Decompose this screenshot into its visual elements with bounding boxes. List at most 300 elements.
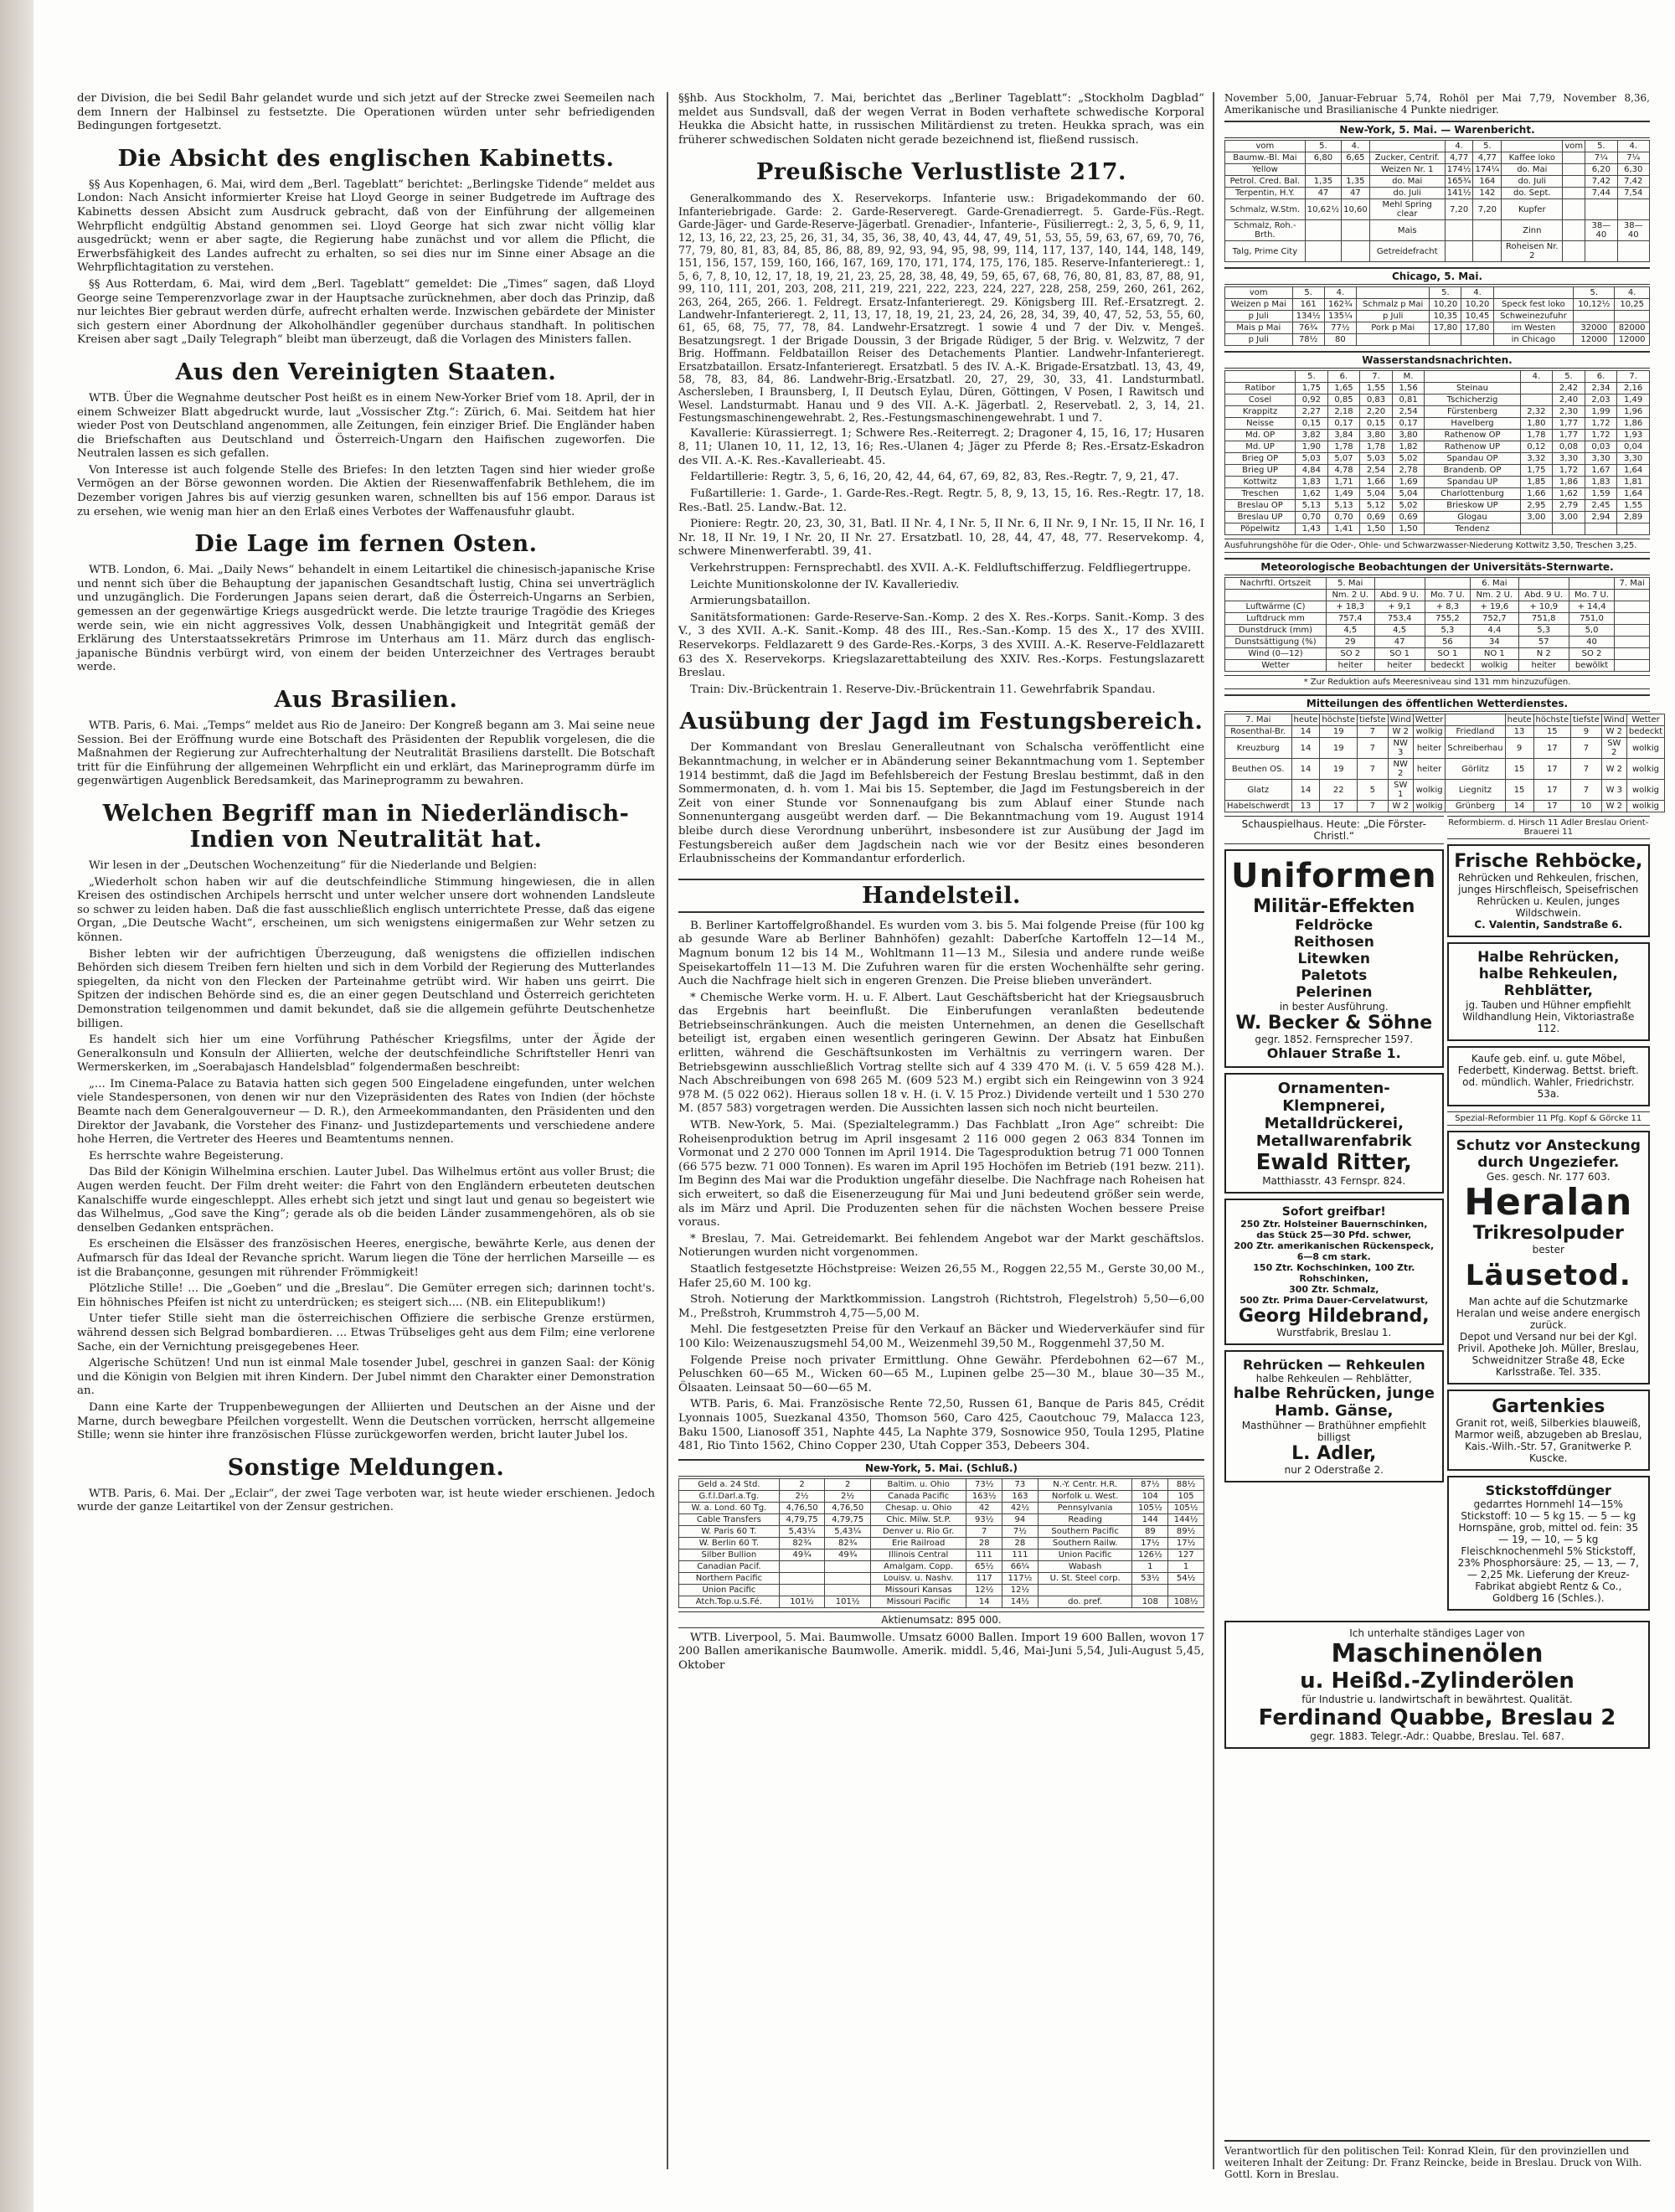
table-cell: 28	[1002, 1537, 1038, 1549]
table-cell: 12½	[966, 1584, 1002, 1596]
table-cell: 38—40	[1617, 220, 1649, 241]
table-cell: 5.	[1296, 371, 1328, 383]
list-item: 250 Ztr. Holsteiner Bauernschinken, das Stück 25—30 Pfd. schwer,	[1240, 1219, 1428, 1240]
headline: Preußische Verlustliste 217.	[756, 159, 1126, 186]
table-row	[1225, 241, 1650, 262]
table-cell: 5,0	[1569, 625, 1614, 637]
table-cell: 0,04	[1617, 441, 1650, 453]
table-cell: Chic. Milw. St.P.	[871, 1513, 966, 1525]
table-cell: 0,85	[1327, 394, 1360, 406]
ad-address: Ohlauer Straße 1.	[1266, 1045, 1401, 1061]
article-text: Es handelt sich hier um eine Vorführung Pathéscher Kriegsfilms, unter der Ägide der Generalkonsuln und Konsuln der Alliierten, welche der deutschfeindliche Schriftsteller Henri van Wermerskerken, im „Soerabajasch Handelsblad“ folgendermaßen beschreibt:	[77, 1034, 655, 1075]
article-text: Generalkommando des X. Reservekorps. Infanterie usw.: Brigadekommando der 60. Infanteriebrigade. Garde: 2. Garde-Reserveregt. Garde-Grenadierregt. 5. Garde-Füs.-Regt. Garde-Jäger- und Garde-Reserve-Jägerbatl. Grenadier-, Infanterie-, Füsilierregt.: 2, 3, 5, 6, 9, 11, 12, 13, 16, 22, 23, 25, 26, 31, 34, 35, 36, 38, 40, 43, 44, 47, 49, 51, 53, 55, 59, 63, 67, 69, 70, 76, 77, 79, 80, 81, 83, 84, 85, 86, 88, 89, 92, 93, 94, 95, 98, 99, 114, 117, 137, 140, 144, 148, 149, 151, 156, 157, 159, 160, 166, 167, 169, 170, 171, 174, 175, 176, 185. Reserve-Infanterieregt.: 1, 5, 6, 7, 8, 10, 12, 17, 18, 19, 21, 23, 25, 28, 38, 48, 49, 59, 65, 67, 68, 76, 80, 81, 83, 87, 88, 91, 99, 110, 111, 201, 203, 208, 211, 219, 221, 222, 223, 224, 227, 228, 258, 259, 260, 261, 262, 263, 264, 265, 266. 1. Feldregt. Ersatz-Infanterieregt. 29. Königsberg III. Ref.-Ersatzregt. 2. Landwehr-Infanterieregt. 2, 11, 13, 17, 18, 19, 21, 23, 24, 26, 28, 34, 39, 40, 47, 52, 53, 55, 60, 61, 65, 68, 75, 77, 78, 84. Landwehr-Ersatzregt. 1 sowie 4 und 7 der Div. v. Mengeš. Besatzungsregt. 1 der Brigade Doussin, 3 der Brigade Rüdiger, 5 der Brig. v. Welzwitz, 7 der Brig. Hoffmann. Feldbataillon Reiser des Detachements Plantier. Landwehr-Infanterieregt. Ersatzbataillon. Ersatz-Infanterieregt. Ersatzbatl. 5 des IV. A.-K. Brigade-Ersatzbatl. 13, 43, 49, 58, 78, 83, 84, 86. Landwehr-Brig.-Ersatzbatl. 20, 27, 29, 30, 33, 41. Landsturmbatl. Aschersleben, I Braunsberg, I, II Deutsch Eylau, Düren, Göttingen, V Posen, I Rawitsch und Wesel. Landsturmabt. Hanau und 9 des VII. A.-K. Jägerbatl. 2, Reservebatl. 2, 3, 14, 21. Festungsmaschinengewehrabt. 2, Res.-Festungsmaschinengewehrabt. 1 und 7.	[678, 192, 1204, 425]
ad-address: Wurstfabrik, Breslau 1.	[1276, 1327, 1392, 1338]
table-title: Wasserstandsnachrichten.	[1224, 351, 1650, 369]
weather-table	[1224, 714, 1665, 812]
ad-text: Kaufe geb. einf. u. gute Möbel, Federbett, Kinderwag. Bettst. brieft. od. mündlich. Wahler, Friedrichstr. 53a.	[1457, 1053, 1639, 1100]
table-row	[1225, 477, 1650, 488]
table-cell: 82¾	[825, 1537, 871, 1549]
ad-subtitle: Läusetod.	[1465, 1259, 1631, 1292]
table-cell: 15	[1505, 780, 1533, 801]
ad-text: Ges. gesch. Nr. 177 603.	[1487, 1171, 1611, 1183]
article-text: Verkehrstruppen: Fernsprechabtl. des XVII. A.-K. Feldluftschifferzug. Feldfliegertruppe.	[690, 562, 1192, 575]
table-cell: 6. Mai	[1471, 578, 1519, 590]
list-item: Pelerinen	[1296, 984, 1373, 1001]
article-text: * Chemische Werke vorm. H. u. F. Albert. Laut Geschäftsbericht hat der Kriegsausbruch das Ergebnis hart beeinflußt. Die Einberufungen veranlaßten bedeutende Betriebseinschränkungen. Auch die meisten Unternehmen, an denen die Gesellschaft beteiligt ist, ergaben einen wesentlich geringeren Gewinn. Der Absatz hat Einbußen erlitten, während die Geschäftsunkosten im Verhältnis zu verringern waren. Der Betriebsgewinn ausschließlich Vortrag stellte sich auf 4 339 470 M. (i. V. 5 659 428 M.). Nach Abschreibungen von 698 265 M. (609 523 M.) ergibt sich ein Reingewinn von 3 924 978 M. (5 022 062). Hieraus sollen 18 v. H. (i. V. 15 Proz.) Dividende verteilt und 1 530 270 M. (857 583) vorgetragen werden. Die Aussichten lassen sich noch nicht beurteilen.	[678, 991, 1204, 1116]
table-cell	[1615, 660, 1650, 672]
ad-item-list	[1231, 1219, 1437, 1306]
table-cell: 47	[1374, 637, 1425, 648]
table-cell: 1,41	[1327, 523, 1360, 535]
table-cell: 4,5	[1374, 625, 1425, 637]
table-cell: Geld a. 24 Std.	[679, 1478, 780, 1490]
table-cell: 5,43¼	[779, 1525, 825, 1537]
table-cell: 94	[1002, 1513, 1038, 1525]
ad-text: in bester Ausführung.	[1279, 1001, 1389, 1013]
ny-goods-table	[1224, 140, 1650, 262]
table-cell: tiefste	[1571, 714, 1602, 726]
table-cell: Baltim. u. Ohio	[871, 1478, 966, 1490]
table-cell: Amalgam. Copp.	[871, 1560, 966, 1572]
table-cell	[1518, 578, 1569, 590]
table-cell: 1,82	[1392, 441, 1425, 453]
table-cell: 164	[1473, 176, 1502, 188]
headline: Aus den Vereinigten Staaten.	[175, 358, 557, 385]
ad-firm: C. Valentin, Sandstraße 6.	[1474, 919, 1623, 931]
ad-item-list	[1231, 917, 1437, 1001]
table-cell: Habelschwerdt	[1225, 801, 1292, 812]
table-cell: 4.	[1461, 287, 1493, 299]
table-cell	[1563, 199, 1585, 220]
table-cell: 1,83	[1296, 477, 1328, 488]
table-cell: 1,80	[1520, 418, 1553, 430]
table-cell	[1342, 164, 1370, 176]
table-cell: 105½	[1168, 1502, 1204, 1513]
table-cell: 4.	[1520, 371, 1553, 383]
ad-ornaments	[1224, 1073, 1444, 1194]
ad-title: Maschinenölen	[1331, 1639, 1544, 1668]
imprint: Verantwortlich für den politischen Teil: Konrad Klein, für den provinziellen und weiteren Inhalt der Zeitung: Dr. Franz Reincke, beide in Breslau. Druck von Wilh. Gottl. Korn in Breslau.	[1224, 2140, 1650, 2180]
table-cell: Md. OP	[1225, 430, 1296, 441]
table-cell	[779, 1584, 825, 1596]
table-cell: 3,82	[1296, 430, 1328, 441]
table-cell: 5.	[1292, 287, 1324, 299]
table-cell: 1,85	[1520, 477, 1553, 488]
ad-venison	[1447, 844, 1650, 937]
ad-title: u. Heißd.-Zylinderölen	[1300, 1668, 1574, 1694]
table-cell: 1,77	[1553, 430, 1585, 441]
meteo-note: * Zur Reduktion aufs Meeresniveau sind 131 mm hinzuzufügen.	[1224, 675, 1650, 689]
table-cell: 17,80	[1430, 322, 1461, 334]
article-text: Staatlich festgesetzte Höchstpreise: Weizen 26,55 M., Roggen 22,55 M., Gerste 30,00 M., Hafer 25,60 M. 100 kg.	[678, 1262, 1204, 1290]
table-cell: 2,45	[1585, 500, 1617, 512]
table-cell: 1,90	[1296, 441, 1328, 453]
table-cell: 2,54	[1360, 465, 1393, 477]
water-note: Ausfuhrungshöhe für die Oder-, Ohle- und Schwarzwasser-Niederung Kottwitz 3,50, Treschen 3,25.	[1224, 539, 1650, 553]
table-cell: Neisse	[1225, 418, 1296, 430]
table-cell: 101½	[825, 1596, 871, 1607]
article-text: WTB. New-York, 5. Mai. (Spezialtelegramm.) Das Fachblatt „Iron Age“ schreibt: Die Roheisenproduktion betrug im April insgesamt 2 116 000 gegen 2 063 834 Tonnen im Vormonat und 2 270 000 Tonnen im April 1914. Die Tagesproduktion betrug 71 000 Tonnen (66 575 bezw. 71 000 Tonnen). Es waren im April 195 Hochöfen im Betrieb (191 bezw. 211). Im Beginn des Mai war die Produktion ungefähr dieselbe. Die Nachfrage nach Roheisen hat sich erweitert, so daß die Eisenerzeugung für Mai und Juni bedeutend größer sein werde, als im März und April. Die Produzenten sehen für die nächsten Wochen bessere Preise voraus.	[678, 1119, 1204, 1230]
headline: Handelsteil.	[678, 879, 1204, 913]
table-cell: Kreuzburg	[1225, 738, 1292, 759]
table-cell: Wind	[1601, 714, 1626, 726]
table-cell: Luftdruck mm	[1225, 613, 1327, 625]
table-cell: 4.	[1617, 141, 1649, 152]
table-row	[1225, 220, 1650, 241]
table-row	[1225, 465, 1650, 477]
table-cell: 1	[1132, 1560, 1168, 1572]
table-row	[679, 1513, 1204, 1525]
table-cell: wolkig	[1471, 660, 1519, 672]
table-cell: 3,80	[1392, 430, 1425, 441]
table-cell: wolkig	[1626, 759, 1664, 780]
table-cell	[1585, 523, 1617, 535]
table-cell: Nm. 2 U.	[1471, 590, 1519, 601]
table-cell: heiter	[1374, 660, 1425, 672]
table-cell: 7¼	[1585, 152, 1617, 164]
table-cell: 9	[1505, 738, 1533, 759]
table-cell: 1,93	[1617, 430, 1650, 441]
ad-text: Masthühner — Brathühner empfiehlt billigst	[1241, 1420, 1426, 1443]
table-cell	[1574, 311, 1615, 322]
table-cell: Talg, Prime City	[1225, 241, 1306, 262]
table-cell: 7. Mai	[1225, 714, 1292, 726]
table-cell: 19	[1320, 738, 1358, 759]
table-cell: Mo. 7 U.	[1425, 590, 1470, 601]
table-cell: Illinois Central	[871, 1549, 966, 1560]
table-cell: heute	[1505, 714, 1533, 726]
article-text: Es herrschte wahre Begeisterung.	[89, 1149, 284, 1163]
table-cell: Breslau UP	[1225, 512, 1296, 523]
table-row	[1225, 430, 1650, 441]
table-cell: 7	[1571, 780, 1602, 801]
table-cell: 7,54	[1617, 188, 1649, 199]
table-cell	[1473, 220, 1502, 241]
table-cell: 12000	[1615, 334, 1650, 346]
table-cell: 0,69	[1392, 512, 1425, 523]
article-text: Armierungsbataillon.	[690, 595, 811, 608]
article-text: WTB. Paris, 6. Mai. Der „Eclair“, der zwei Tage verboten war, ist heute wieder erschienen. Jedoch wurde der ganze Leitartikel von der Zensur gestrichen.	[77, 1487, 655, 1514]
table-cell: Brieg OP	[1225, 453, 1296, 465]
table-cell: 174¼	[1473, 164, 1502, 176]
table-cell: 2,30	[1553, 406, 1585, 418]
table-cell	[825, 1572, 871, 1584]
table-cell: 13	[1291, 801, 1320, 812]
list-item: 200 Ztr. amerikanischen Rückenspeck, 6—8 cm stark.	[1234, 1240, 1435, 1262]
ad-title: Gartenkies	[1492, 1396, 1605, 1417]
column-1	[77, 92, 655, 2169]
article-text: WTB. Paris, 6. Mai. Französische Rente 72,50, Russen 61, Banque de Paris 845, Crédit Lyonnais 1005, Suezkanal 4350, Thomson 560, Caro 425, Caoutchouc 79, Malacca 123, Baku 1500, Lianosoff 351, Naphte 445, La Naphte 379, Sosnowice 950, Toula 1295, Platine 481, Rio Tinto 1562, Chino Copper 230, Utah Copper 353, Debeers 304.	[678, 1398, 1204, 1453]
table-cell: + 9,1	[1374, 601, 1425, 613]
table-cell: 751,8	[1518, 613, 1569, 625]
table-row	[1225, 176, 1650, 188]
table-cell: 19	[1320, 726, 1358, 738]
table-cell: 1,65	[1327, 383, 1360, 394]
table-cell	[1585, 241, 1617, 262]
table-cell: N.-Y. Centr. H.R.	[1038, 1478, 1132, 1490]
table-cell: Wetter	[1413, 714, 1446, 726]
table-row	[1225, 488, 1650, 500]
table-cell: 6,20	[1585, 164, 1617, 176]
table-cell: 7,42	[1585, 176, 1617, 188]
list-item: Feldröcke	[1295, 917, 1374, 934]
table-cell: W 2	[1601, 726, 1626, 738]
table-cell: W 3	[1601, 780, 1626, 801]
article-text: Folgende Preise noch privater Ermittlung. Ohne Gewähr. Pferdebohnen 62—67 M., Peluschken 60—65 M., Wicken 60—65 M., Lupinen gelbe 25—30 M., blaue 30—35 M., Ölsaaten. Leinsaat 50—60—65 M.	[678, 1353, 1204, 1395]
table-cell	[1168, 1584, 1204, 1596]
table-row	[1225, 383, 1650, 394]
table-cell: Grünberg	[1446, 801, 1505, 812]
table-cell: 10,62½	[1305, 199, 1341, 220]
table-cell: W. a. Lond. 60 Tg.	[679, 1502, 780, 1513]
table-cell: 1,62	[1296, 488, 1328, 500]
table-cell: 7½	[1002, 1525, 1038, 1537]
table-cell: Chesap. u. Ohio	[871, 1502, 966, 1513]
table-cell: Breslau OP	[1225, 500, 1296, 512]
article-text: Stroh. Notierung der Marktkommission. Langstroh (Richtstroh, Flegelstroh) 5,50—6,00 M., Preßstroh, Krummstroh 4,75—5,00 M.	[678, 1293, 1204, 1320]
table-cell: Kaffee loko	[1502, 152, 1563, 164]
meteo-table	[1224, 577, 1650, 672]
table-cell: 2,27	[1296, 406, 1328, 418]
table-cell: 5,07	[1327, 453, 1360, 465]
table-cell: bedeckt	[1626, 726, 1664, 738]
table-cell: 17	[1320, 801, 1358, 812]
table-cell: 7.	[1617, 371, 1650, 383]
table-cell: 7	[1571, 759, 1602, 780]
ad-fertilizer	[1447, 1476, 1650, 1611]
table-cell: heiter	[1327, 660, 1375, 672]
table-cell: 4.	[1342, 141, 1370, 152]
table-cell	[1520, 394, 1553, 406]
table-cell	[1445, 220, 1473, 241]
table-cell: wolkig	[1626, 780, 1664, 801]
table-cell: N 2	[1518, 648, 1569, 660]
table-cell: 5,04	[1360, 488, 1393, 500]
table-cell: SO 2	[1569, 648, 1614, 660]
ad-title: Stickstoffdünger	[1485, 1482, 1611, 1498]
table-cell: 2,40	[1553, 394, 1585, 406]
ad-hildebrand	[1224, 1199, 1444, 1345]
table-cell	[1425, 578, 1470, 590]
ad-text: bester	[1532, 1244, 1564, 1256]
table-cell: 0,70	[1296, 512, 1328, 523]
table-cell: 14	[1291, 726, 1320, 738]
table-cell: Weizen Nr. 1	[1369, 164, 1445, 176]
headline: Ausübung der Jagd im Festungsbereich.	[679, 709, 1203, 735]
table-cell: 9	[1571, 726, 1602, 738]
table-cell: Mais p Mai	[1225, 322, 1293, 334]
table-cell: wolkig	[1626, 738, 1664, 759]
table-row	[1225, 512, 1650, 523]
table-row	[1225, 801, 1665, 812]
table-cell: Tschicherzig	[1425, 394, 1520, 406]
column-rule	[667, 92, 668, 2169]
table-cell: NW 2	[1388, 759, 1413, 780]
table-cell	[1225, 590, 1327, 601]
table-cell: 49¾	[825, 1549, 871, 1560]
table-cell: W 2	[1388, 801, 1413, 812]
table-cell: SO 1	[1425, 648, 1470, 660]
table-cell: Rosenthal-Br.	[1225, 726, 1292, 738]
ad-title: Schutz vor Ansteckung durch Ungeziefer.	[1456, 1137, 1641, 1171]
table-cell: Kupfer	[1502, 199, 1563, 220]
table-cell: 2,79	[1553, 500, 1585, 512]
table-cell	[1305, 220, 1341, 241]
table-cell	[1615, 648, 1650, 660]
table-cell: do. Juli	[1502, 176, 1563, 188]
table-cell: Wetter	[1626, 714, 1664, 726]
article-text: Bisher lebten wir der aufrichtigen Überzeugung, daß wenigstens die offiziellen indischen Behörden sich diesem Treiben fern hielten und sich in dem Vorbild der Regierung des Mutterlandes spiegelten, da nicht von den Flecken der Parteinahme getrübt wird. Wir haben uns geirrt. Die Spitzen der indischen Behörde sind es, die an einer gegen Deutschland und Österreich gerichteten Demonstration teilgenommen und damit bekundet, daß sie die allgemein geführte Deutschenhetze billigen.	[77, 947, 655, 1030]
ad-firm: Ewald Ritter,	[1255, 1150, 1412, 1175]
table-cell	[1342, 241, 1370, 262]
table-row	[1225, 141, 1650, 152]
table-cell: 0,08	[1553, 441, 1585, 453]
table-row	[1225, 726, 1665, 738]
list-item: 500 Ztr. Prima Dauer-Cervelatwurst,	[1240, 1295, 1429, 1306]
table-cell: 0,69	[1360, 512, 1393, 523]
table-cell: heiter	[1413, 759, 1446, 780]
table-cell: 7	[1358, 738, 1389, 759]
table-cell: 53½	[1132, 1572, 1168, 1584]
table-cell: 12000	[1574, 334, 1615, 346]
table-cell: 1,43	[1296, 523, 1328, 535]
table-cell: 5.	[1305, 141, 1341, 152]
table-row	[1225, 780, 1665, 801]
table-cell: Union Pacific	[679, 1584, 780, 1596]
table-cell: bedeckt	[1425, 660, 1470, 672]
table-cell: 10,60	[1342, 199, 1370, 220]
ad-hein	[1447, 942, 1650, 1041]
table-cell: 3,32	[1520, 453, 1553, 465]
table-cell: 165¾	[1445, 176, 1473, 188]
table-cell: 7,20	[1473, 199, 1502, 220]
table-cell: Roheisen Nr. 2	[1502, 241, 1563, 262]
table-cell: 4,76,50	[779, 1502, 825, 1513]
table-cell: wolkig	[1413, 780, 1446, 801]
table-cell: Norfolk u. West.	[1038, 1490, 1132, 1502]
table-cell: Denver u. Rio Gr.	[871, 1525, 966, 1537]
table-cell: Glogau	[1425, 512, 1520, 523]
table-cell: 19	[1320, 759, 1358, 780]
table-cell: 10,20	[1430, 299, 1461, 311]
table-cell: 1,72	[1553, 465, 1585, 477]
table-cell: 5,02	[1392, 453, 1425, 465]
table-cell: im Westen	[1493, 322, 1574, 334]
table-cell: Ratibor	[1225, 383, 1296, 394]
table-cell: Missouri Kansas	[871, 1584, 966, 1596]
table-cell: SO 2	[1327, 648, 1375, 660]
table-row	[1225, 660, 1650, 672]
table-cell: 14	[966, 1596, 1002, 1607]
table-cell: 87½	[1132, 1478, 1168, 1490]
table-row	[1225, 637, 1650, 648]
table-row	[1225, 648, 1650, 660]
ad-title: Rehrücken — Rehkeulen	[1242, 1357, 1425, 1373]
article-text: WTB. London, 6. Mai. „Daily News“ behandelt in einem Leitartikel die chinesisch-japanische Krise und nennt sich über die Behauptung der japanischen Gesandtschaft lustig, China sei unverträglich und unzugänglich. Die Forderungen Japans seien derart, daß die Österreich-Ungarns an Serbien, gemessen an der gegenwärtige Kriegs ausgedrückt werde. Die letzte traurige Tragödie des Krieges werde sein, wie ein nicht aggressives Volk, dessen Unabhängigkeit und Integrität gemäß der Erklärung des Unterstaatssekretärs Primrose im Unterhaus am 11. März durch das englisch-japanische Bündnis verbürgt wird, von einem der beiden Unterzeichner des Vertrages beraubt werde.	[77, 564, 655, 674]
ad-head: Ich unterhalte ständiges Lager von	[1349, 1627, 1525, 1639]
table-cell	[1461, 334, 1493, 346]
table-row	[679, 1572, 1204, 1584]
table-cell: vom	[1563, 141, 1585, 152]
table-cell: 80	[1324, 334, 1356, 346]
table-cell: Silber Bullion	[679, 1549, 780, 1560]
table-cell: 17½	[1168, 1537, 1204, 1549]
table-cell: 1,81	[1617, 477, 1650, 488]
table-cell	[1563, 152, 1585, 164]
stock-total: Aktienumsatz: 895 000.	[678, 1611, 1204, 1628]
article-text: Unter tiefer Stille sieht man die österreichischen Offiziere die serbische Grenze erstürmen, während dessen sich Belgrad bombardieren. ... Etwas Trübseliges geht aus dem Film; eine verlorene Sache, ein der Vernichtung preisgegebenes Heer.	[77, 1312, 655, 1353]
article-text: Fußartillerie: 1. Garde-, 1. Garde-Res.-Regt. Regtr. 5, 8, 9, 13, 15, 16. Res.-Regtr. 17, 18. Res.-Batl. 25. Landw.-Bat. 12.	[678, 487, 1204, 514]
table-cell: 0,17	[1392, 418, 1425, 430]
table-cell	[1569, 578, 1614, 590]
table-cell: Mehl Spring clear	[1369, 199, 1445, 220]
table-cell: 144	[1132, 1513, 1168, 1525]
table-cell: Nm. 2 U.	[1327, 590, 1375, 601]
article-text: Der Kommandant von Breslau Generalleutnant von Schalscha veröffentlicht eine Bekanntmachung, in welcher er in Abänderung seiner Bekanntmachung vom 1. September 1914 bestimmt, daß die Jagd im Befehlsbereich der Festung Breslau bestimmt, daß in den Sommermonaten, d. h. vom 1. Mai bis 15. September, die Jagd im Festungsbereich in der Zeit von einer Stunde vor Sonnenaufgang bis zum Ablauf einer Stunde nach Sonnenuntergang ausgeübt werden darf. — Die Bekanntmachung vom 19. August 1914 bleibe durch diese Verordnung unberührt, insbesondere ist zur Ausübung der Jagd im Festungsbereich außer dem Jagdschein nach wie vor der Besitz eines besonderen Erlaubnisscheins der Kommandantur erforderlich.	[678, 741, 1204, 866]
table-cell: 1,50	[1392, 523, 1425, 535]
table-cell: 42	[966, 1502, 1002, 1513]
table-cell: Havelberg	[1425, 418, 1520, 430]
table-cell: Cable Transfers	[679, 1513, 780, 1525]
table-cell: Weizen p Mai	[1225, 299, 1293, 311]
newspaper-page	[77, 92, 1663, 2180]
table-cell: 174½	[1445, 164, 1473, 176]
table-cell: 1,86	[1553, 477, 1585, 488]
table-cell: Krappitz	[1225, 406, 1296, 418]
table-row	[1225, 453, 1650, 465]
ad-text: gegr. 1852. Fernsprecher 1597.	[1255, 1034, 1414, 1045]
table-cell: 135¼	[1324, 311, 1356, 322]
table-row	[679, 1549, 1204, 1560]
ad-subtitle: Militär-Effekten	[1253, 896, 1415, 917]
table-cell: 163½	[966, 1490, 1002, 1502]
page-binding	[0, 0, 34, 2212]
article-text: WTB. Liverpool, 5. Mai. Baumwolle. Umsatz 6000 Ballen. Import 19 600 Ballen, wovon 17 200 Ballen amerikanische Baumwolle. Amerik. middl. 5,46, Mai-Juni 5,54, Juli-August 5,45, Oktober	[678, 1631, 1204, 1672]
table-cell: 2	[779, 1478, 825, 1490]
table-cell: 127	[1168, 1549, 1204, 1560]
table-cell: 111	[1002, 1549, 1038, 1560]
table-cell: 1,69	[1392, 477, 1425, 488]
article-text: Kavallerie: Kürassierregt. 1; Schwere Res.-Reiterregt. 2; Dragoner 4, 15, 16, 17; Husaren 8, 11; Ulanen 10, 11, 12, 13, 16; Res.-Ulanen 4; Jäger zu Pferde 8; Res.-Ersatz-Eskadron des VII. A.-K. Res.-Kavallerieabt. 45.	[678, 426, 1204, 467]
table-cell: p Juli	[1225, 334, 1293, 346]
list-item: Reithosen	[1293, 934, 1374, 951]
table-row	[1225, 406, 1650, 418]
table-cell: 2½	[779, 1490, 825, 1502]
table-cell: 141½	[1445, 188, 1473, 199]
table-cell: 17	[1533, 801, 1571, 812]
article-text: Mehl. Die festgesetzten Preise für den Verkauf an Bäcker und Wiederverkäufer sind für 100 Kilo: Weizenauszugsmehl 54,00 M., Weizenmehl 39,50 M., Roggenmehl 37,50 M.	[678, 1323, 1204, 1350]
ad-gartenkies	[1447, 1390, 1650, 1471]
table-cell: Cosel	[1225, 394, 1296, 406]
table-cell	[1369, 141, 1445, 152]
table-cell: 1,50	[1360, 523, 1393, 535]
table-cell	[1615, 625, 1650, 637]
table-cell: 7	[966, 1525, 1002, 1537]
table-cell	[1473, 241, 1502, 262]
table-cell: 753,4	[1374, 613, 1425, 625]
ad-text: für Industrie u. landwirtschaft in bewährtest. Qualität.	[1301, 1694, 1573, 1705]
table-cell: 34	[1471, 637, 1519, 648]
table-cell: SO 1	[1374, 648, 1425, 660]
table-row	[1225, 394, 1650, 406]
table-cell: 4,77	[1445, 152, 1473, 164]
table-row	[1225, 714, 1665, 726]
table-cell: 3,84	[1327, 430, 1360, 441]
table-cell: Rathenow OP	[1425, 430, 1520, 441]
table-cell: 5,3	[1518, 625, 1569, 637]
headline: Die Lage im fernen Osten.	[194, 531, 538, 558]
table-cell: 0,15	[1360, 418, 1393, 430]
